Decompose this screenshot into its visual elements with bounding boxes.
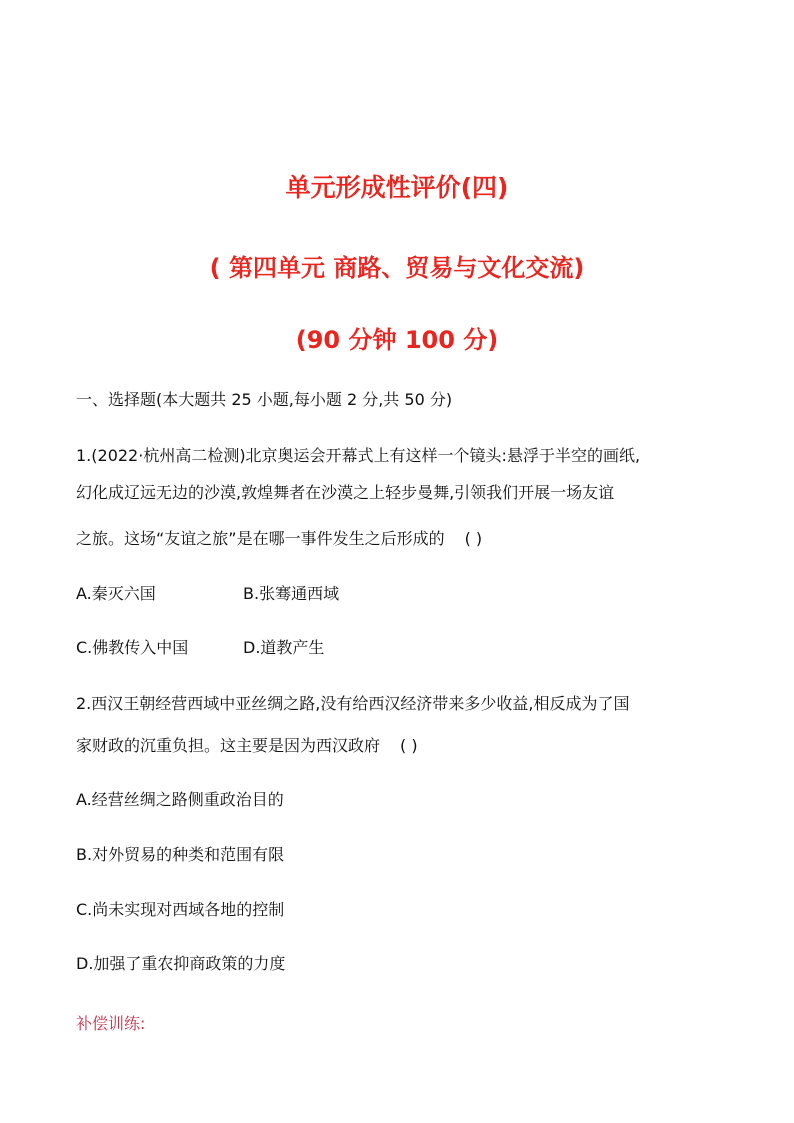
question-1-option-d: D.道教产生 [243,638,325,657]
question-2-option-c: C.尚未实现对西域各地的控制 [76,900,285,919]
time-score-subtitle: (90 分钟 100 分) [295,326,499,354]
section-heading: 一、选择题(本大题共 25 小题,每小题 2 分,共 50 分) [76,390,453,409]
question-2-answer-blank: ( ) [400,736,418,755]
question-2-option-d: D.加强了重农抑商政策的力度 [76,954,286,973]
question-1-text: 之旅。这场“友谊之旅”是在哪一事件发生之后形成的 [76,529,445,548]
question-1-line-1: 1.(2022·杭州高二检测)北京奥运会开幕式上有这样一个镜头:悬浮于半空的画纸, [76,446,641,465]
unit-subtitle: ( 第四单元 商路、贸易与文化交流) [209,254,585,282]
question-2-option-a: A.经营丝绸之路侧重政治目的 [76,790,284,809]
question-1-option-a: A.秦灭六国 [76,584,156,603]
question-2-line-2 [76,736,418,756]
question-1-option-c: C.佛教传入中国 [76,638,189,657]
question-2-text: 家财政的沉重负担。这主要是因为西汉政府 [76,736,381,755]
supplement-label: 补偿训练: [76,1014,146,1033]
question-1-line-2: 幻化成辽远无边的沙漠,敦煌舞者在沙漠之上轻步曼舞,引领我们开展一场友谊 [76,483,615,502]
question-1-line-3 [76,529,482,549]
page-title: 单元形成性评价(四) [285,173,509,202]
question-1-answer-blank: ( ) [464,529,483,548]
question-2-line-1: 2.西汉王朝经营西域中亚丝绸之路,没有给西汉经济带来多少收益,相反成为了国 [76,694,630,713]
question-2-option-b: B.对外贸易的种类和范围有限 [76,845,285,864]
question-1-option-b: B.张骞通西域 [243,584,340,603]
